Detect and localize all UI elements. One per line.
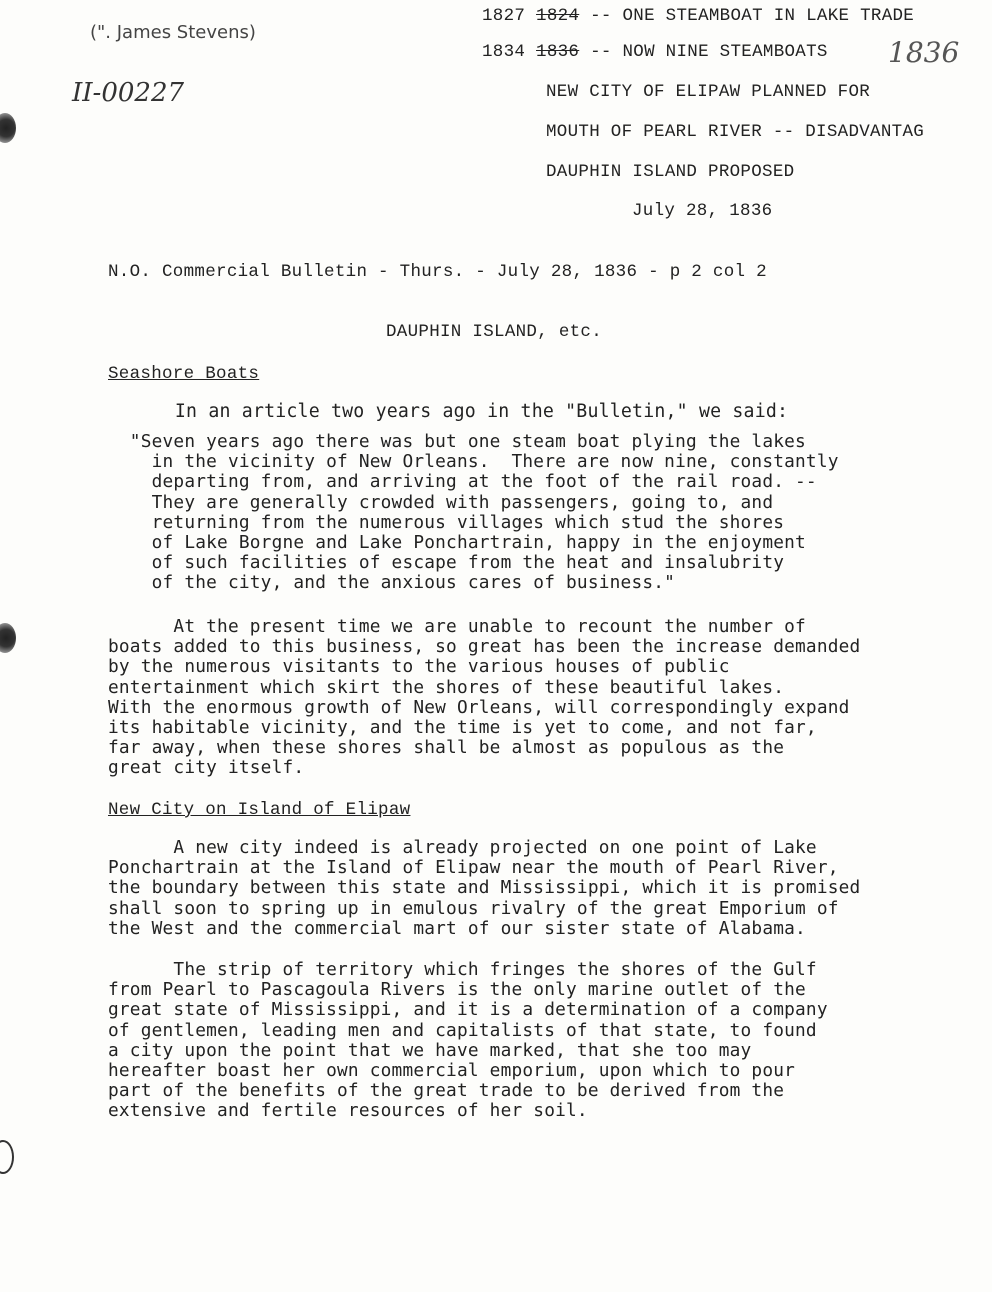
section-heading-seashore-boats: Seashore Boats [108,364,260,384]
handwritten-year: 1836 [888,36,960,69]
index-line-5: DAUPHIN ISLAND PROPOSED [546,162,795,182]
punch-hole [0,623,16,653]
intro-paragraph: In an article two years ago in the "Bulletin," we said: [108,401,789,422]
source-citation: N.O. Commercial Bulletin - Thurs. - July 28, 1836 - p 2 col 2 [108,262,767,282]
body-paragraph: A new city indeed is already projected on one point of Lake Ponchartrain at the Island of Elipaw near the mouth of Pearl River, the boundary between this state and Mississippi, which it is promised shall soon to spring up in emulous rivalry of the great Emporium of the West and the commercial mart of our sister state of Alabama. [108,837,861,939]
archive-id: II-00227 [72,78,185,108]
author-note: (". James Stevens) [90,22,256,43]
body-paragraph: At the present time we are unable to recount the number of boats added to this business, so great has been the increase demanded by the numerous visitants to the various houses of public entertainment which skirt the shores of these beautiful lakes. With the enormous growth of New Orleans, will correspondingly expand its habitable vicinity, and the time is yet to come, and not far, far away, when these shores shall be almost as populous as the great city itself. [108,616,861,779]
index-line-3: NEW CITY OF ELIPAW PLANNED FOR [546,82,871,102]
punch-hole [0,1140,14,1174]
index-line-4: MOUTH OF PEARL RIVER -- DISADVANTAG [546,122,925,142]
index-date: July 28, 1836 [632,201,773,221]
index-line-2: 1834 1836 -- NOW NINE STEAMBOATS [482,42,828,62]
section-heading-new-city: New City on Island of Elipaw [108,800,411,820]
index-line-1: 1827 1824 -- ONE STEAMBOAT IN LAKE TRADE [482,6,915,26]
quoted-passage: "Seven years ago there was but one steam boat plying the lakes in the vicinity of New Orleans. There are now nine, constantly departing from, and arriving at the foot of the rail road. -- They are generally crowded with passengers, going to, and returning from the numerous villages which stud the shores of Lake Borgne and Lake Ponchartrain, happy in the enjoyment of such facilities of escape from the heat and insalubrity of the city, and the anxious cares of business." [129,431,839,594]
article-title: DAUPHIN ISLAND, etc. [386,322,603,342]
punch-hole [0,113,16,143]
body-paragraph: The strip of territory which fringes the shores of the Gulf from Pearl to Pascagoula Rivers is the only marine outlet of the great state of Mississippi, and it is a determination of a company of gentlemen, leading men and capitalists of that state, to found a city upon the point that we have marked, that she too may hereafter boast her own commercial emporium, upon which to pour part of the benefits of the great trade to be derived from the extensive and fertile resources of her soil. [108,959,828,1122]
